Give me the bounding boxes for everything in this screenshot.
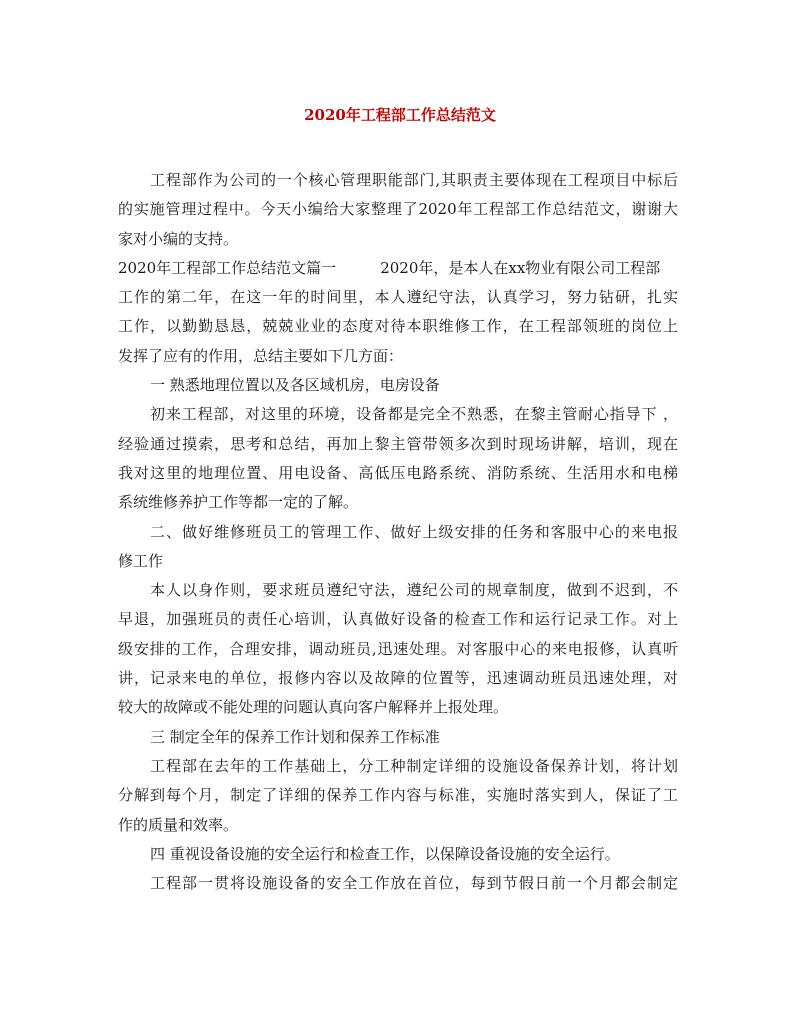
paragraph-line: 本人以身作则，要求班员遵纪守法，遵纪公司的规章制度，做到不迟到，不 [150,581,678,600]
paragraph-line: 经验通过摸索，思考和总结，再加上黎主管带领多次到时现场讲解，培训，现在 [118,434,678,453]
paragraph-line: 家对小编的支持。 [118,229,239,248]
paragraph-line: 早退，加强班员的责任心培训，认真做好设备的检查工作和运行记录工作。对上 [118,610,678,629]
paragraph-line: 初来工程部，对这里的环境，设备都是完全不熟悉，在黎主管耐心指导下 ， [150,405,678,424]
section-heading: 2020年工程部工作总结范文篇一 [118,258,337,277]
paragraph-line: 工程部一贯将设施设备的安全工作放在首位，每到节假日前一个月都会制定 [150,874,678,893]
paragraph-line: 系统维修养护工作等都一定的了解。 [118,493,359,512]
document-body [118,166,678,898]
section-heading: 三 制定全年的保养工作计划和保养工作标准 [150,727,440,746]
paragraph-line: 较大的故障或不能处理的问题认真向客户解释并上报处理。 [118,698,509,717]
paragraph-line: 级安排的工作，合理安排，调动班员,迅速处理。对客服中心的来电报修，认真听 [118,639,678,658]
section-heading: 修工作 [118,551,164,570]
paragraph-line: 我对这里的地理位置、用电设备、高低压电路系统、消防系统、生活用水和电梯 [118,463,678,482]
paragraph-line: 作的质量和效率。 [118,815,239,834]
paragraph-line: 工作的第二年，在这一年的时间里，本人遵纪守法，认真学习，努力钻研，扎实 [118,288,678,307]
section-heading: 二、做好维修班员工的管理工作、做好上级安排的任务和客服中心的来电报 [150,522,678,541]
paragraph-line: 发挥了应有的作用，总结主要如下几方面： [118,346,404,365]
paragraph-text: 2020年，是本人在xx物业有限公司工程部 [380,258,661,277]
paragraph-line: 工程部作为公司的一个核心管理职能部门,其职责主要体现在工程项目中标后 [150,171,678,189]
section-heading-line [118,254,678,283]
document-title: 2020年工程部工作总结范文 [304,106,496,124]
paragraph-line: 讲，记录来电的单位，报修内容以及故障的位置等，迅速调动班员迅速处理，对 [118,669,678,688]
section-heading: 一 熟悉地理位置以及各区域机房，电房设备 [150,376,440,395]
paragraph-line: 工程部在去年的工作基础上，分工种制定详细的设施设备保养计划，将计划 [150,756,678,775]
section-heading: 四 重视设备设施的安全运行和检查工作，以保障设备设施的安全运行。 [150,844,620,863]
paragraph-line: 工作，以勤勤恳恳，兢兢业业的态度对待本职维修工作，在工程部领班的岗位上 [118,317,678,336]
paragraph-line: 的实施管理过程中。今天小编给大家整理了2020年工程部工作总结范文，谢谢大 [118,200,678,219]
paragraph-line: 分解到每个月，制定了详细的保养工作内容与标准，实施时落实到人，保证了工 [118,786,678,805]
